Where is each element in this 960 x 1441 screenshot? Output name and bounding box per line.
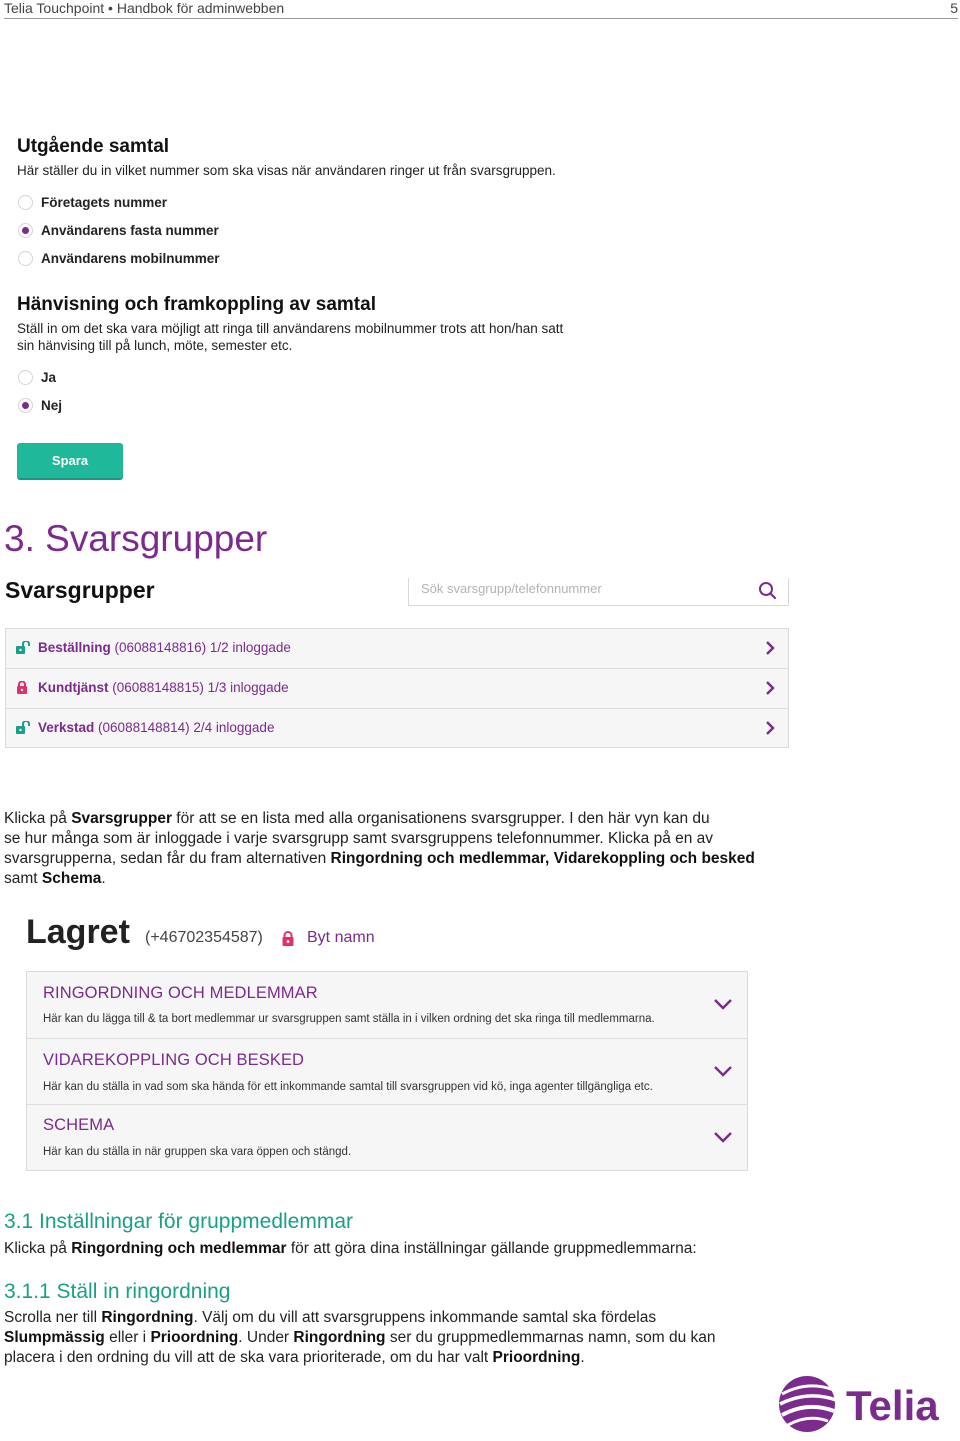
radio-no[interactable] [18, 395, 62, 415]
accordion-description: Här kan du lägga till & ta bort medlemmar ur svarsgruppen samt ställa in i vilken ordning det ska ringa till medlemmarna. [43, 1013, 655, 1025]
section-3-1-1-heading: 3.1.1 Ställ in ringordning [4, 1280, 231, 1303]
header-title: Telia Touchpoint • Handbok för adminwebben [4, 0, 285, 16]
group-number: (+46702354587) [145, 929, 263, 946]
chevron-right-icon[interactable] [764, 680, 776, 699]
redirect-description-line1: Ställ in om det ska vara möjligt att ringa till användarens mobilnummer trots att hon/han satt [17, 321, 564, 336]
radio-button-selected[interactable] [18, 223, 33, 238]
body-paragraph: Klicka på Svarsgrupper för att se en lista med alla organisationens svarsgrupper. I den här vyn kan du se hur många som är inloggade i varje svarsgrupp samt svarsgruppens telefonnummer. Klicka på en av svarsgrupperna, sedan får du fram alternativen Ringordning och medlemmar, Vidarekoppling och besked samt Schema. [4, 810, 755, 887]
radio-button[interactable] [18, 251, 33, 266]
chevron-down-icon[interactable] [713, 1130, 733, 1149]
section-3-heading: 3. Svarsgrupper [4, 518, 268, 559]
group-info: (06088148814) 2/4 inloggade [94, 720, 275, 735]
chevron-right-icon[interactable] [764, 720, 776, 739]
radio-label: Användarens fasta nummer [41, 222, 219, 238]
radio-label: Nej [41, 397, 63, 413]
accordion-title: RINGORDNING OCH MEDLEMMAR [43, 984, 318, 1002]
radio-button-selected[interactable] [18, 398, 33, 413]
chevron-right-icon[interactable] [764, 640, 776, 659]
radio-button[interactable] [18, 370, 33, 385]
lock-icon [15, 681, 33, 698]
panel-title: Svarsgrupper [5, 577, 155, 603]
group-info: (06088148815) 1/3 inloggade [108, 680, 289, 695]
page-number: 5 [950, 0, 958, 16]
unlocked-icon [15, 721, 33, 738]
outgoing-heading: Utgående samtal [17, 136, 170, 157]
group-name: Beställning [38, 640, 111, 655]
group-row[interactable] [6, 709, 788, 749]
search-placeholder: Sök svarsgrupp/telefonnummer [421, 581, 602, 596]
lock-icon [281, 931, 295, 952]
radio-label: Användarens mobilnummer [41, 250, 220, 266]
accordion-item-forwarding[interactable] [27, 1039, 747, 1105]
search-icon[interactable] [758, 579, 778, 604]
radio-label: Företagets nummer [41, 194, 168, 210]
group-name: Verkstad [38, 720, 95, 735]
section-3-1-heading: 3.1 Inställningar för gruppmedlemmar [4, 1210, 354, 1233]
group-list [5, 628, 789, 748]
telia-logo [778, 1372, 948, 1436]
chevron-down-icon[interactable] [713, 1064, 733, 1083]
group-title: Lagret [26, 913, 130, 951]
accordion-title: SCHEMA [43, 1116, 115, 1134]
group-row[interactable] [6, 629, 788, 669]
redirect-description-line2: sin hänvising till på lunch, möte, semester etc. [17, 338, 293, 353]
group-name: Kundtjänst [38, 680, 109, 695]
group-info: (06088148816) 1/2 inloggade [110, 640, 291, 655]
section-3-1-text: Klicka på Ringordning och medlemmar för att göra dina inställningar gällande gruppmedlemmarna: [4, 1240, 697, 1257]
unlocked-icon [15, 641, 33, 658]
outgoing-description: Här ställer du in vilket nummer som ska visas när användaren ringer ut från svarsgruppen. [17, 163, 556, 178]
radio-button[interactable] [18, 195, 33, 210]
radio-company-number[interactable] [18, 192, 167, 212]
logo-wordmark: Telia [846, 1382, 939, 1429]
redirect-heading: Hänvisning och framkoppling av samtal [17, 294, 376, 315]
accordion-item-ring-order[interactable] [27, 972, 747, 1039]
accordion-description: Här kan du ställa in vad som ska hända för ett inkommande samtal till svarsgruppen vid kö, inga agenter tillgängliga etc. [43, 1081, 653, 1093]
page-header [4, 0, 958, 19]
section-3-1-1-text: Scrolla ner till Ringordning. Välj om du vill att svarsgruppens inkommande samtal ska fördelas Slumpmässig eller i Prioordning. Under Ringordning ser du gruppmedlemmarnas namn, som du kan placera i den ordning du vill att de ska vara prioriterade, om du har valt Prioordning. [4, 1309, 716, 1366]
telia-pebble-icon [779, 1376, 836, 1432]
search-input[interactable] [408, 578, 789, 606]
accordion-title: VIDAREKOPPLING OCH BESKED [43, 1051, 305, 1069]
radio-user-mobile-number[interactable] [18, 248, 220, 268]
rename-link[interactable]: Byt namn [307, 929, 375, 946]
chevron-down-icon[interactable] [713, 997, 733, 1016]
accordion-description: Här kan du ställa in när gruppen ska vara öppen och stängd. [43, 1146, 352, 1158]
radio-user-fixed-number[interactable] [18, 220, 219, 240]
save-button[interactable]: Spara [17, 443, 123, 480]
settings-accordion [26, 971, 748, 1171]
accordion-item-schedule[interactable] [27, 1105, 747, 1170]
radio-label: Ja [41, 369, 57, 385]
group-row[interactable] [6, 669, 788, 709]
radio-yes[interactable] [18, 367, 56, 387]
